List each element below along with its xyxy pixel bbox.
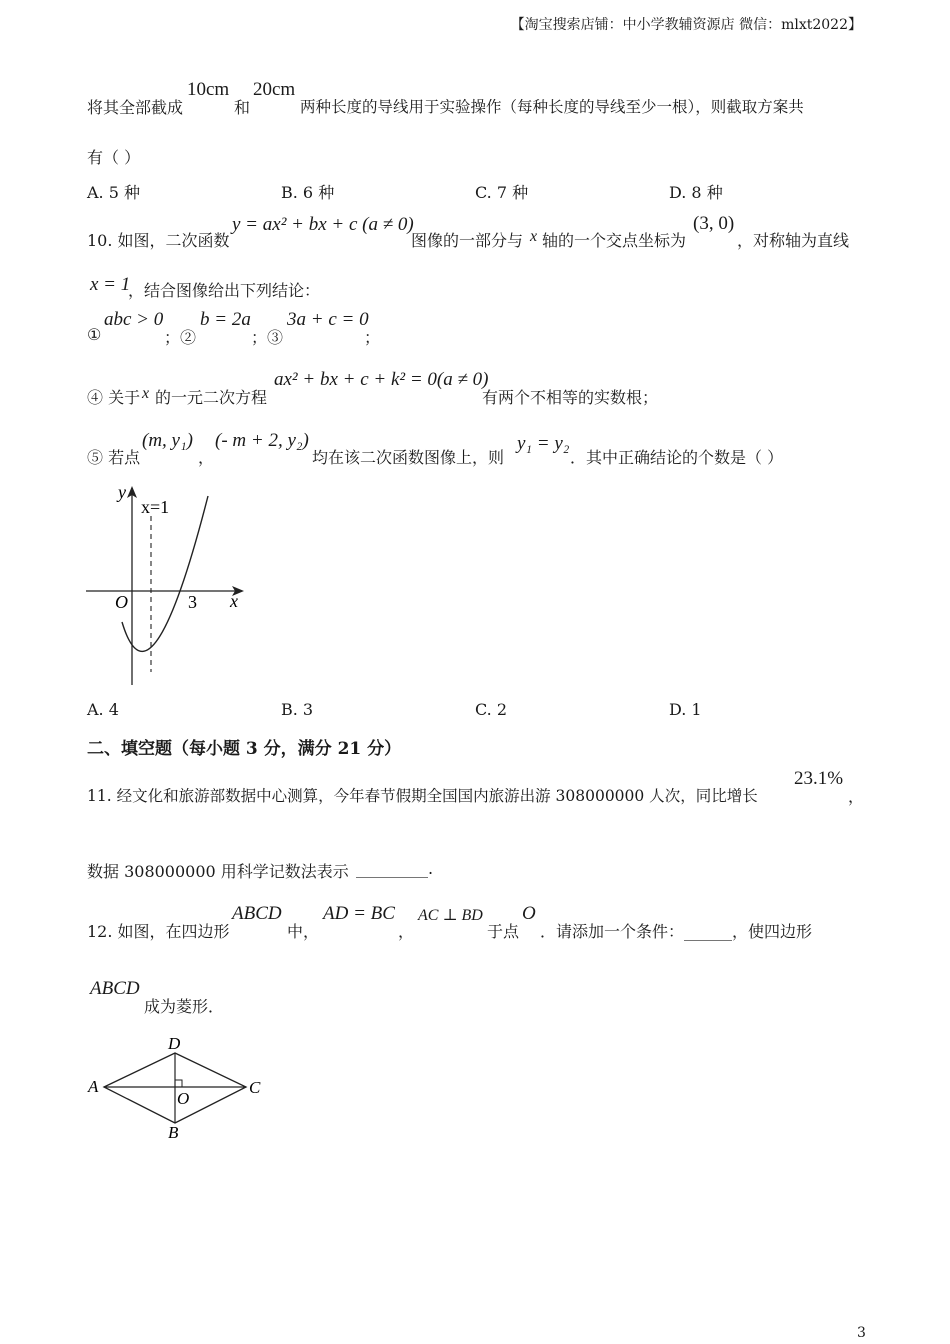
q10-c4-mid: 的一元二次方程 xyxy=(155,388,268,407)
q10-c1: abc > 0 xyxy=(104,309,164,330)
x-axis-label: x xyxy=(230,591,238,611)
q10-c5-eq: y₁ = y₂ xyxy=(517,433,570,454)
q10-c5-mid: 均在该二次函数图像上，则 xyxy=(312,448,505,467)
q10-axis-eq: x = 1 xyxy=(90,274,131,295)
vertex-c-label: C xyxy=(249,1078,261,1097)
q10-c3-end: ； xyxy=(364,328,381,347)
q10-c5-point1: (m, y₁) xyxy=(142,430,193,451)
q10-mid2: 轴的一个交点坐标为 xyxy=(542,231,687,250)
root-label: 3 xyxy=(188,592,197,612)
q10-c5-comma: ， xyxy=(198,448,215,467)
q11-line1-end: ， xyxy=(848,787,865,806)
point-o-label: O xyxy=(177,1089,190,1108)
q10-c1-mark: ① xyxy=(87,325,102,344)
q12-comma: ， xyxy=(398,922,415,941)
vertex-a-label: A xyxy=(88,1077,99,1096)
q10-c4-post: 有两个不相等的实数根； xyxy=(482,388,659,407)
q10-pre: 10. 如图，二次函数 xyxy=(87,231,230,250)
q10-c5-post: ．其中正确结论的个数是（ ） xyxy=(570,448,784,467)
q10-c2-mark: ；② xyxy=(164,328,197,347)
q10-function: y = ax² + bx + c (a ≠ 0) xyxy=(232,214,414,235)
q10-c3: 3a + c = 0 xyxy=(287,309,369,330)
q12-post: ．请添加一个条件：______，使四边形 xyxy=(540,922,813,941)
q10-x-var: x xyxy=(530,228,538,245)
q9-line1-pre: 将其全部截成 xyxy=(87,98,184,117)
right-angle-mark xyxy=(175,1080,182,1087)
q12-eq1: AD = BC xyxy=(323,903,395,924)
q10-c5-point2: (- m + 2, y₂) xyxy=(215,430,309,451)
parabola-curve xyxy=(122,496,208,651)
origin-label: O xyxy=(115,592,128,612)
q10-c2: b = 2a xyxy=(200,309,251,330)
q10-mid: 图像的一部分与 xyxy=(411,231,524,250)
q12-mid2: 于点 xyxy=(487,922,520,941)
q12-mid: 中， xyxy=(287,922,320,941)
y-axis-label: y xyxy=(118,482,126,502)
q10-c4-var: x xyxy=(142,385,150,402)
q9-line1-post: 两种长度的导线用于实验操作（每种长度的导线至少一根），则截取方案共 xyxy=(300,98,804,116)
q10-c3-mark: ；③ xyxy=(251,328,284,347)
section-title: 二、填空题（每小题 3 分，满分 21 分） xyxy=(87,739,402,759)
q10-point: (3, 0) xyxy=(693,213,735,234)
q12-end: 成为菱形． xyxy=(144,997,225,1016)
q10-axis-post: ，结合图像给出下列结论： xyxy=(128,281,321,300)
q12-pre: 12. 如图，在四边形 xyxy=(87,922,230,941)
q9-option-a: A. 5 种 xyxy=(87,183,140,202)
q10-option-a: A. 4 xyxy=(87,700,119,719)
q11-blank: _________. xyxy=(356,859,434,878)
q10-post: ，对称轴为直线 xyxy=(737,231,850,250)
q10-c4-pre: ④ 关于 xyxy=(87,388,141,407)
q9-line2: 有（ ） xyxy=(87,148,141,167)
symmetry-axis-label: x=1 xyxy=(141,497,170,517)
parabola-graph xyxy=(82,480,252,690)
q9-and: 和 xyxy=(234,98,251,117)
page-number: 3 xyxy=(857,1325,866,1341)
vertex-d-label: D xyxy=(168,1034,181,1053)
q9-option-c: C. 7 种 xyxy=(475,183,529,202)
vertex-b-label: B xyxy=(168,1123,179,1142)
q10-option-d: D. 1 xyxy=(669,700,702,719)
rhombus-figure xyxy=(84,1030,274,1150)
q12-quad: ABCD xyxy=(232,903,282,924)
q12-point-o: O xyxy=(522,903,536,924)
q10-option-b: B. 3 xyxy=(281,700,314,719)
q9-len2: 20cm xyxy=(253,79,296,100)
q12-eq2: AC ⊥ BD xyxy=(418,907,483,924)
q11-percent: 23.1% xyxy=(794,768,844,789)
q9-len1: 10cm xyxy=(187,79,230,100)
page-header: 【淘宝搜索店铺：中小学教辅资源店 微信：mlxt2022】 xyxy=(510,17,862,33)
q10-c5-pre: ⑤ 若点 xyxy=(87,448,141,467)
q10-option-c: C. 2 xyxy=(475,700,508,719)
q9-option-b: B. 6 种 xyxy=(281,183,335,202)
q11-line2: 数据 308000000 用科学记数法表示 xyxy=(87,862,349,881)
q11-line1: 11. 经文化和旅游部数据中心测算，今年春节假期全国国内旅游出游 308000000 人次，同比增长 xyxy=(87,787,758,805)
q10-c4-eq: ax² + bx + c + k² = 0(a ≠ 0) xyxy=(274,369,489,390)
q12-quad2: ABCD xyxy=(90,978,140,999)
q9-option-d: D. 8 种 xyxy=(669,183,723,202)
